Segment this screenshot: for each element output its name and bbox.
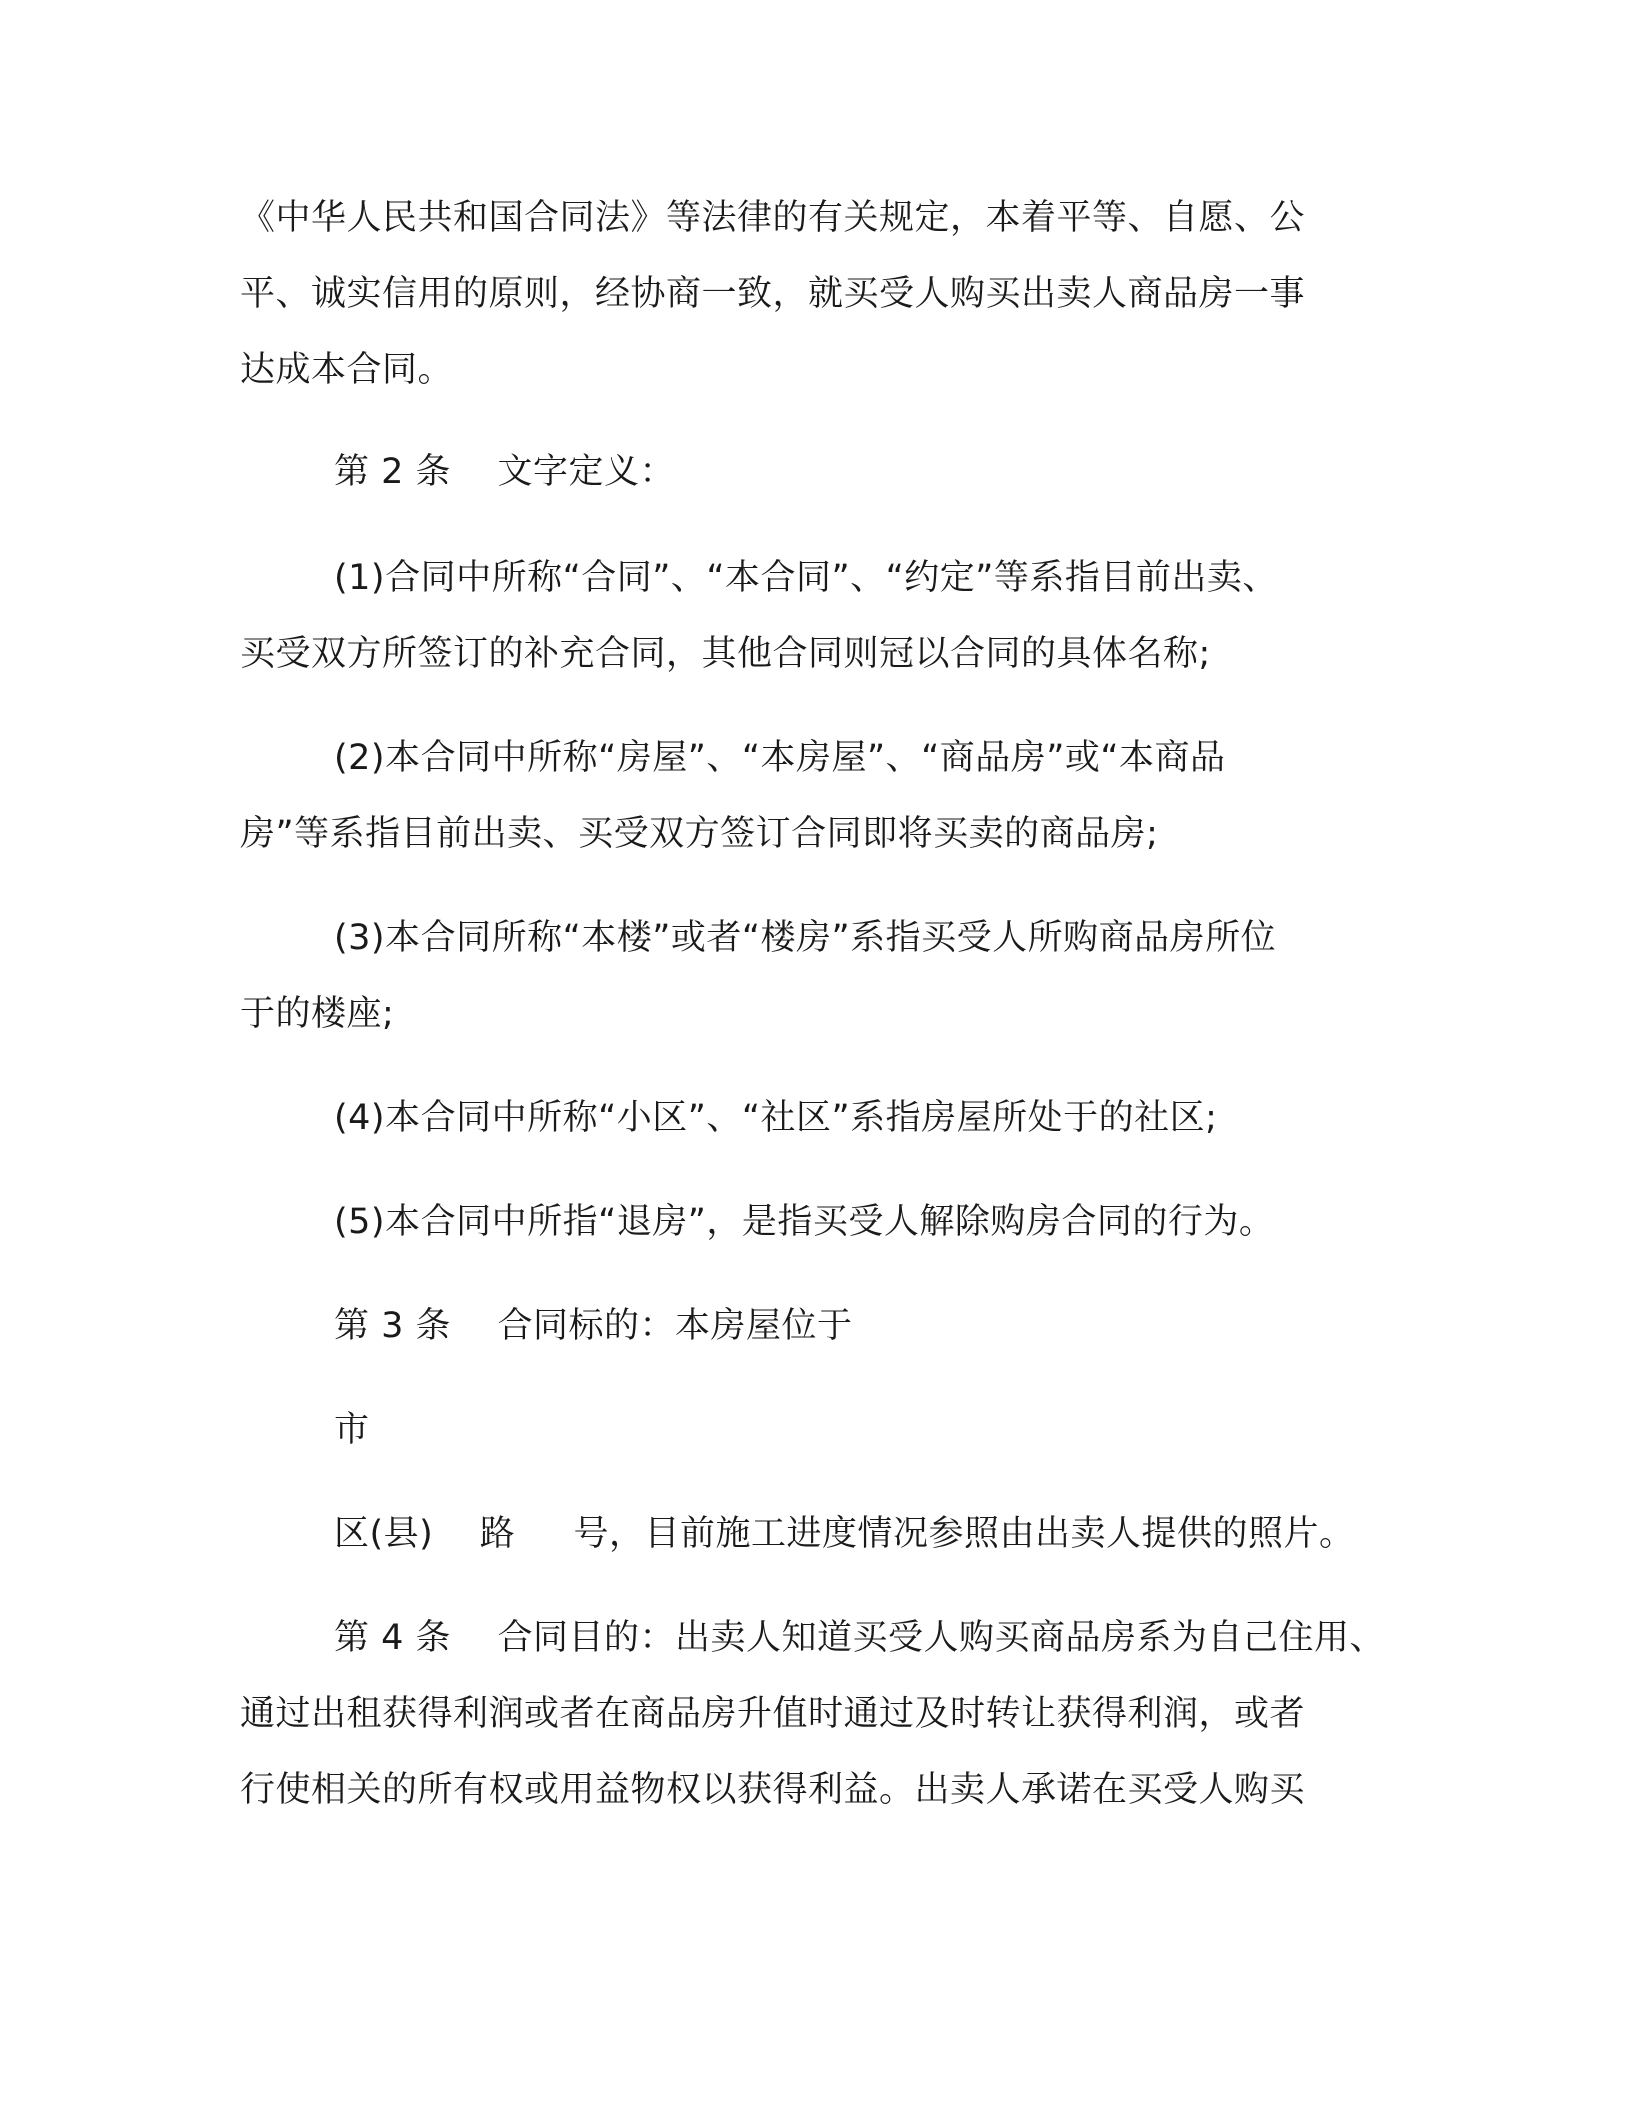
definition-5: (5)本合同中所指“退房”，是指买受人解除购房合同的行为。	[334, 1202, 1275, 1242]
article-3-address: 区(县) 路 号，目前施工进度情况参照由出卖人提供的照片。	[334, 1514, 1355, 1554]
definition-2: (2)本合同中所称“房屋”、“本房屋”、“商品房”或“本商品	[334, 738, 1226, 778]
body-text-line: 达成本合同。	[240, 350, 454, 390]
definition-1: (1)合同中所称“合同”、“本合同”、“约定”等系指目前出卖、	[334, 558, 1278, 598]
article-4-cont-2: 行使相关的所有权或用益物权以获得利益。出卖人承诺在买受人购买	[240, 1770, 1306, 1810]
body-text-line: 《中华人民共和国合同法》等法律的有关规定，本着平等、自愿、公	[240, 198, 1306, 238]
article-4-heading: 第 4 条 合同目的：出卖人知道买受人购买商品房系为自己住用、	[334, 1618, 1386, 1658]
definition-3-cont: 于的楼座;	[240, 994, 395, 1034]
definition-1-cont: 买受双方所签订的补充合同，其他合同则冠以合同的具体名称;	[240, 634, 1211, 674]
article-4-cont-1: 通过出租获得利润或者在商品房升值时通过及时转让获得利润，或者	[240, 1694, 1306, 1734]
definition-2-cont: 房”等系指目前出卖、买受双方签订合同即将买卖的商品房;	[240, 814, 1159, 854]
article-3-heading: 第 3 条 合同标的：本房屋位于	[334, 1306, 853, 1346]
article-2-heading: 第 2 条 文字定义：	[334, 452, 676, 492]
definition-3: (3)本合同所称“本楼”或者“楼房”系指买受人所购商品房所位	[334, 918, 1277, 958]
article-3-city: 市	[334, 1410, 370, 1450]
body-text-line: 平、诚实信用的原则，经协商一致，就买受人购买出卖人商品房一事	[240, 274, 1306, 314]
definition-4: (4)本合同中所称“小区”、“社区”系指房屋所处于的社区;	[334, 1098, 1218, 1138]
